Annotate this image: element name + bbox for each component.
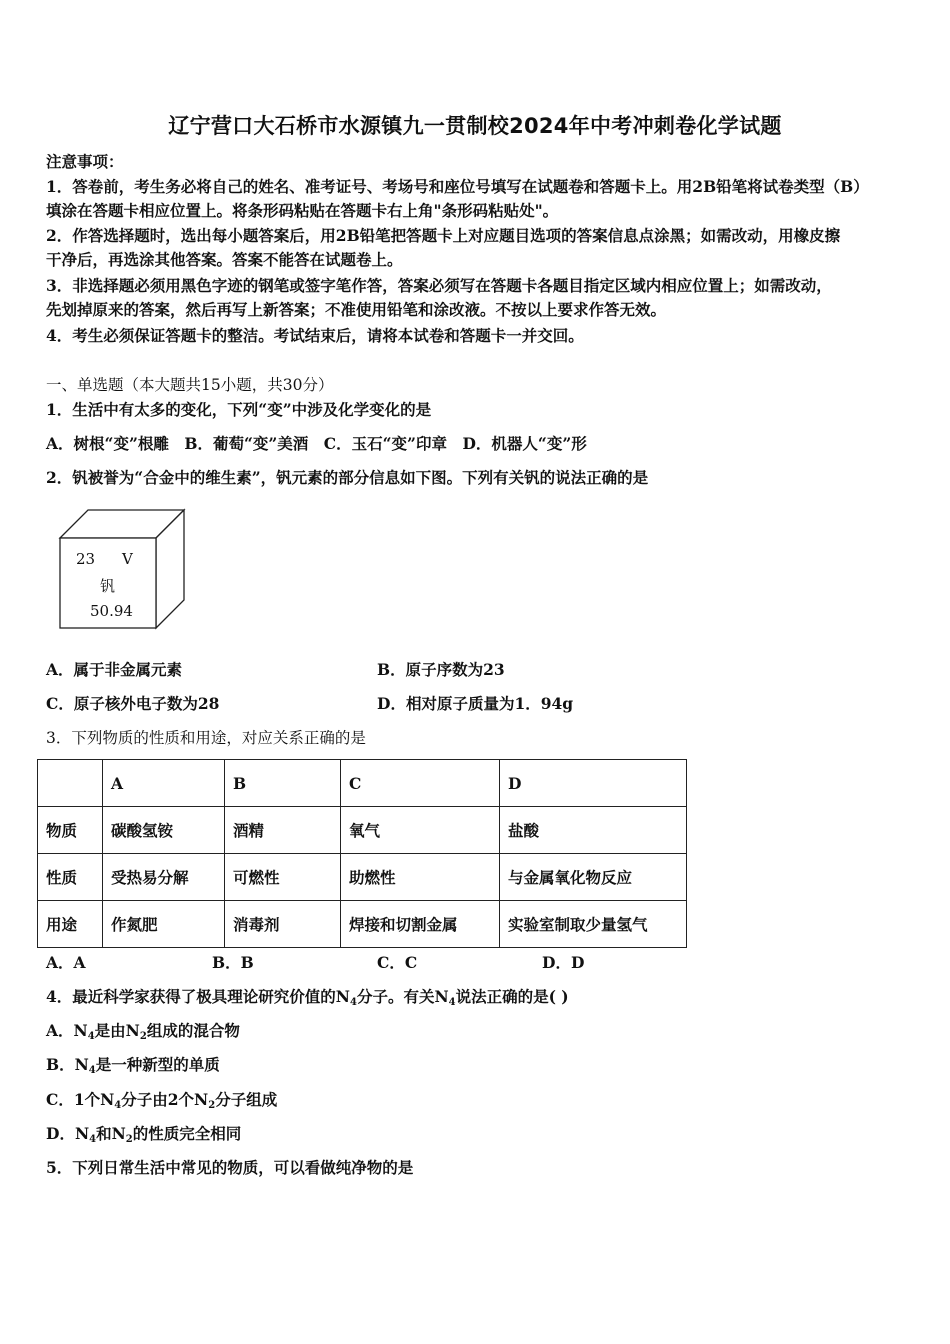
table-row bbox=[38, 901, 687, 948]
element-number: 23 bbox=[76, 550, 96, 568]
q2-option-b: B．原子序数为23 bbox=[377, 660, 505, 679]
table-cell: 用途 bbox=[38, 901, 103, 948]
page-title: 辽宁营口大石桥市水源镇九一贯制校2024年中考冲刺卷化学试题 bbox=[168, 114, 782, 138]
element-symbol: V bbox=[122, 550, 133, 568]
table-cell: 可燃性 bbox=[225, 854, 341, 901]
q4-option-d: D．$N_4$和$N_2$的性质完全相同 bbox=[46, 1124, 242, 1145]
q2-option-a: A．属于非金属元素 bbox=[46, 660, 183, 679]
notice-line: 干净后，再选涂其他答案。答案不能答在试题卷上。 bbox=[46, 250, 403, 269]
notice-line: 2．作答选择题时，选出每小题答案后，用2B铅笔把答题卡上对应题目选项的答案信息点涂黑；如需改动，用橡皮擦 bbox=[46, 226, 841, 245]
table-cell: 焊接和切割金属 bbox=[341, 901, 500, 948]
notice-heading: 注意事项： bbox=[46, 152, 124, 171]
element-mass: 50.94 bbox=[90, 602, 133, 620]
q4-option-c: C．1个$N_4$分子由2个$N_2$分子组成 bbox=[46, 1090, 278, 1111]
q3-option-c: C．C bbox=[377, 953, 418, 972]
table-row bbox=[38, 807, 687, 854]
table-cell: 物质 bbox=[38, 807, 103, 854]
table-cell: 与金属氧化物反应 bbox=[500, 854, 687, 901]
table-cell: C bbox=[341, 760, 500, 807]
table-cell: 氧气 bbox=[341, 807, 500, 854]
table-cell: 助燃性 bbox=[341, 854, 500, 901]
q2-option-c: C．原子核外电子数为28 bbox=[46, 694, 220, 713]
table-cell: 实验室制取少量氢气 bbox=[500, 901, 687, 948]
table-cell: 酒精 bbox=[225, 807, 341, 854]
q3-option-a: A．A bbox=[46, 953, 86, 972]
table-cell: 碳酸氢铵 bbox=[103, 807, 225, 854]
table-header-row bbox=[38, 760, 687, 807]
q4-stem: 4．最近科学家获得了极具理论研究价值的$N_4$分子。有关$N_4$说法正确的是( ) bbox=[46, 987, 569, 1008]
q4-option-b: B．$N_4$是一种新型的单质 bbox=[46, 1055, 220, 1076]
notice-line: 填涂在答题卡相应位置上。将条形码粘贴在答题卡右上角"条形码粘贴处"。 bbox=[46, 201, 559, 220]
table-cell bbox=[38, 760, 103, 807]
notice-line: 先划掉原来的答案，然后再写上新答案；不准使用铅笔和涂改液。不按以上要求作答无效。 bbox=[46, 300, 667, 319]
q2-option-d: D．相对原子质量为1．94g bbox=[377, 694, 574, 713]
table-cell: 作氮肥 bbox=[103, 901, 225, 948]
q1-options: A．树根“变”根雕 B．葡萄“变”美酒 C．玉石“变”印章 D．机器人“变”形 bbox=[46, 434, 587, 453]
q3-stem: 3．下列物质的性质和用途，对应关系正确的是 bbox=[46, 729, 366, 747]
section-heading: 一、单选题（本大题共15小题，共30分） bbox=[46, 376, 334, 394]
q2-stem: 2．钒被誉为“合金中的维生素”，钒元素的部分信息如下图。下列有关钒的说法正确的是 bbox=[46, 468, 649, 487]
notice-line: 3．非选择题必须用黑色字迹的钢笔或签字笔作答，答案必须写在答题卡各题目指定区域内相应位置上；如需改动， bbox=[46, 276, 832, 295]
notice-line: 1．答卷前，考生务必将自己的姓名、准考证号、考场号和座位号填写在试题卷和答题卡上。用2B铅笔将试卷类型（B） bbox=[46, 177, 869, 196]
element-name: 钒 bbox=[100, 577, 116, 595]
table-cell: 消毒剂 bbox=[225, 901, 341, 948]
table-cell: B bbox=[225, 760, 341, 807]
q1-stem: 1．生活中有太多的变化，下列“变”中涉及化学变化的是 bbox=[46, 400, 432, 419]
table-cell: 性质 bbox=[38, 854, 103, 901]
q4-option-a: A．$N_4$是由$N_2$组成的混合物 bbox=[46, 1021, 240, 1042]
table-cell: D bbox=[500, 760, 687, 807]
notice-line: 4．考生必须保证答题卡的整洁。考试结束后，请将本试卷和答题卡一并交回。 bbox=[46, 326, 584, 345]
q3-option-b: B．B bbox=[212, 953, 254, 972]
q5-stem: 5．下列日常生活中常见的物质，可以看做纯净物的是 bbox=[46, 1158, 414, 1177]
q3-option-d: D．D bbox=[542, 953, 585, 972]
table-row bbox=[38, 854, 687, 901]
table-cell: 受热易分解 bbox=[103, 854, 225, 901]
element-tile bbox=[58, 508, 186, 630]
q3-table bbox=[37, 759, 687, 948]
table-cell: A bbox=[103, 760, 225, 807]
table-cell: 盐酸 bbox=[500, 807, 687, 854]
